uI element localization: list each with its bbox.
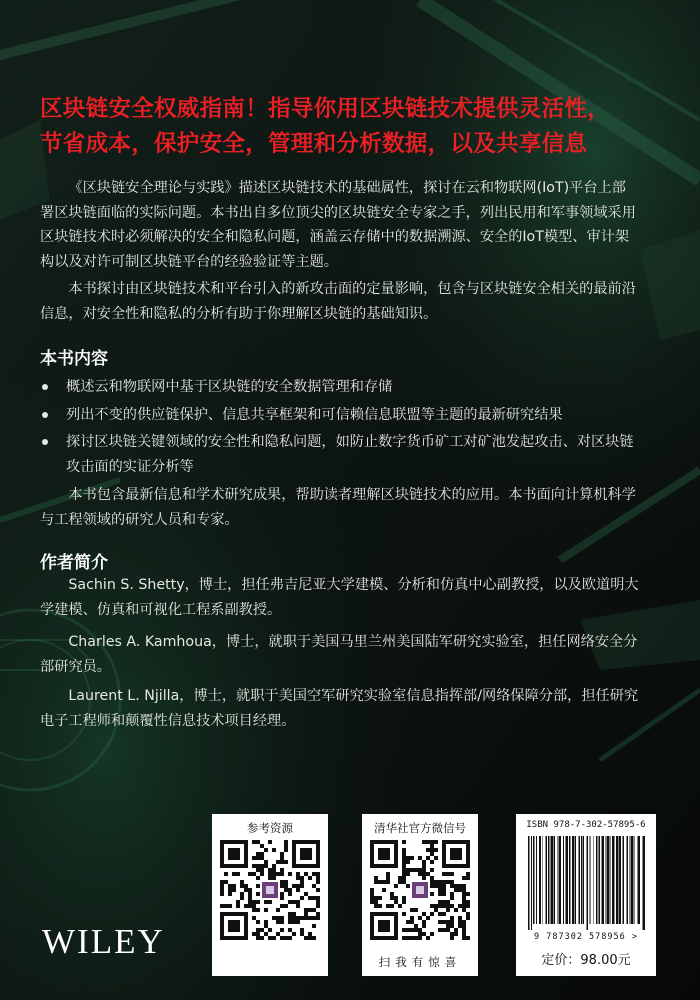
isbn-barcode	[516, 814, 656, 976]
qr-code-caption: 扫我有惊喜	[378, 955, 462, 969]
headline-line-2: 节省成本，保护安全，管理和分析数据，以及共享信息	[40, 131, 588, 157]
contents-closing-paragraph: 本书包含最新信息和学术研究成果，帮助读者理解区块链技术的应用。本书面向计算机科学与工程领域的研究人员和专家。	[40, 487, 636, 528]
price-label: 定价：98.00元	[541, 953, 631, 968]
list-item-text: 概述云和物联网中基于区块链的安全数据管理和存储	[66, 379, 393, 395]
intro-paragraph-1: 《区块链安全理论与实践》描述区块链技术的基础属性，探讨在云和物联网(IoT)平台上部署区块链面临的实际问题。本书出自多位顶尖的区块链安全专家之手，列出民用和军事领域采用区块链技术时必须解决的安全和隐私问题，涵盖云存储中的数据溯源、安全的IoT模型、审计架构以及对许可制区块链平台的经验验证等主题。	[40, 180, 636, 270]
barcode-icon	[524, 836, 648, 930]
isbn-number: ISBN 978-7-302-57895-6	[526, 820, 646, 830]
contents-list	[40, 375, 640, 479]
author-bio: Sachin S. Shetty，博士，担任弗吉尼亚大学建模、分析和仿真中心副教授，以及欧道明大学建模、仿真和可视化工程系副教授。	[40, 577, 639, 618]
intro-paragraph-2: 本书探讨由区块链技术和平台引入的新攻击面的定量影响，包含与区块链安全相关的最前沿信息，对安全性和隐私的分析有助于你理解区块链的基础知识。	[40, 281, 636, 322]
qr-code-wechat[interactable]	[362, 814, 478, 976]
qr-code-icon	[370, 840, 470, 940]
qr-code-icon	[220, 840, 320, 940]
author-bio: Laurent L. Njilla，博士，就职于美国空军研究实验室信息指挥部/网络保障分部，担任研究电子工程师和颠覆性信息技术项目经理。	[40, 688, 639, 729]
contents-title: 本书内容	[40, 349, 108, 369]
list-item	[40, 430, 640, 479]
list-item	[40, 403, 640, 428]
headline-line-1: 区块链安全权威指南！指导你用区块链技术提供灵活性，	[40, 96, 611, 122]
publisher-logo: WILEY	[42, 922, 165, 961]
authors-title: 作者简介	[40, 553, 108, 573]
qr-code-resources[interactable]	[212, 814, 328, 976]
qr-code-title: 参考资源	[247, 821, 293, 835]
barcode-digits: 9 787302 578956 >	[534, 932, 638, 942]
bullet-icon	[42, 439, 48, 445]
list-item	[40, 375, 640, 400]
author-bio: Charles A. Kamhoua，博士，就职于美国马里兰州美国陆军研究实验室，担任网络安全分部研究员。	[40, 634, 638, 675]
bullet-icon	[42, 412, 48, 418]
bullet-icon	[42, 384, 48, 390]
list-item-text: 列出不变的供应链保护、信息共享框架和可信赖信息联盟等主题的最新研究结果	[66, 406, 563, 423]
list-item-text: 探讨区块链关键领域的安全性和隐私问题，如防止数字货币矿工对矿池发起攻击、对区块链攻击面的实证分析等	[66, 434, 634, 475]
qr-code-title: 清华社官方微信号	[374, 821, 466, 835]
headline	[40, 92, 670, 162]
